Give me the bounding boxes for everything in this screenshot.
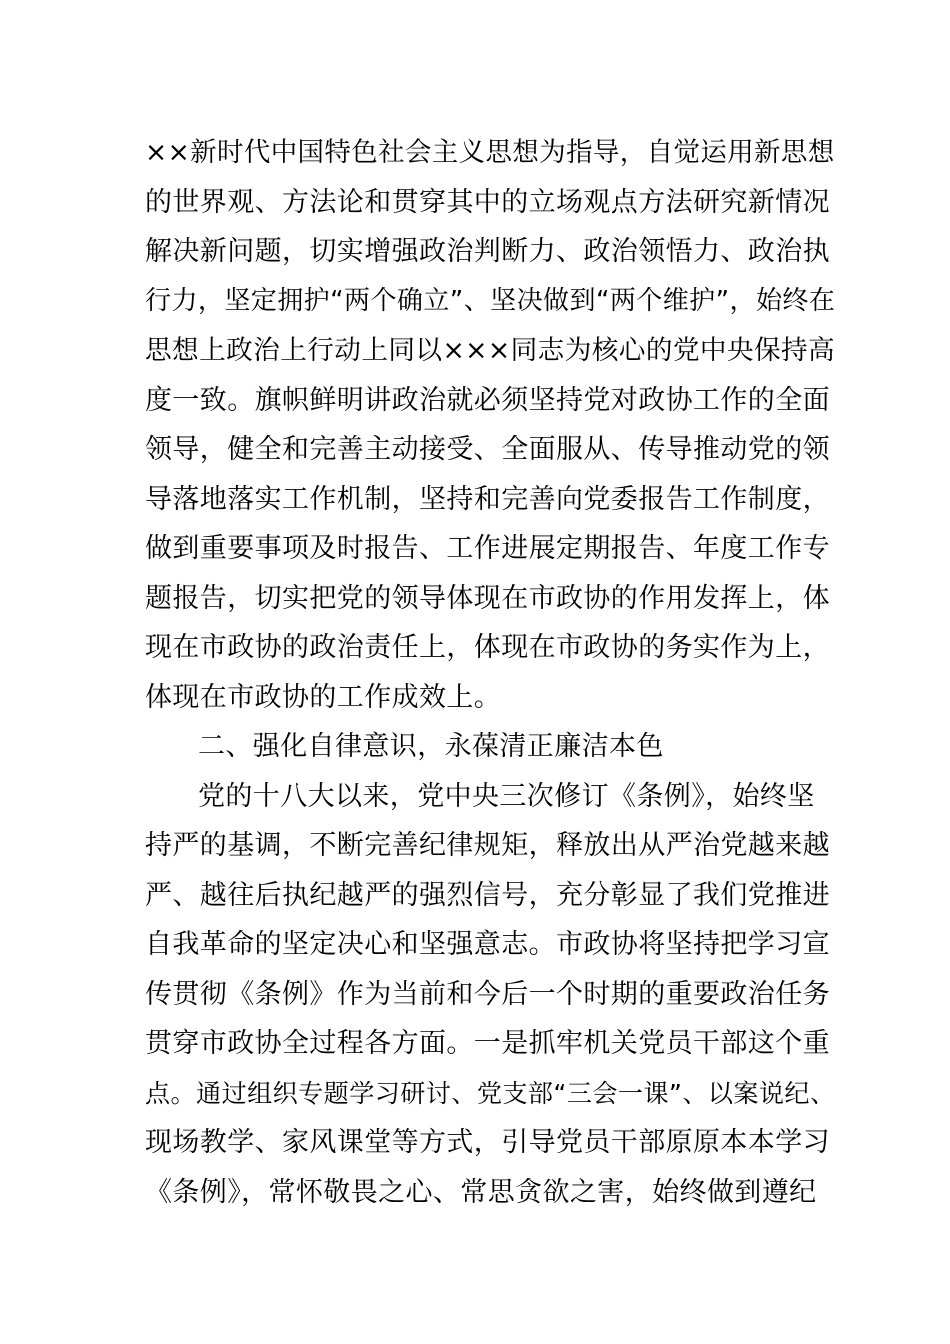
text-line: 严、越往后执纪越严的强烈信号，充分彰显了我们党推进 bbox=[145, 879, 830, 911]
text-line: 度一致。旗帜鲜明讲政治就必须坚持党对政协工作的全面 bbox=[145, 384, 830, 416]
text-line: 题报告，切实把党的领导体现在市政协的作用发挥上，体 bbox=[145, 582, 830, 614]
text-line: 《条例》，常怀敬畏之心、常思贪欲之害，始终做到遵纪 bbox=[145, 1176, 817, 1208]
text-line: 行力，坚定拥护“两个确立”、坚决做到“两个维护”，始终在 bbox=[145, 285, 836, 316]
text-line: 现在市政协的政治责任上，体现在市政协的务实作为上， bbox=[145, 632, 830, 663]
text-line: 解决新问题，切实增强政治判断力、政治领悟力、政治执 bbox=[145, 236, 830, 267]
text-line: 的世界观、方法论和贯穿其中的立场观点方法研究新情况 bbox=[145, 186, 830, 218]
document-body bbox=[145, 128, 836, 1217]
paragraph-first-line: 二、强化自律意识，永葆清正廉洁本色 bbox=[198, 731, 664, 762]
text-line: 持严的基调，不断完善纪律规矩，释放出从严治党越来越 bbox=[145, 830, 830, 861]
text-line: 自我革命的坚定决心和坚强意志。市政协将坚持把学习宣 bbox=[145, 929, 830, 960]
text-line: 传贯彻《条例》作为当前和今后一个时期的重要政治任务 bbox=[145, 978, 830, 1010]
text-line: 导落地落实工作机制，坚持和完善向党委报告工作制度， bbox=[145, 483, 830, 515]
text-line: 贯穿市政协全过程各方面。一是抓牢机关党员干部这个重 bbox=[145, 1028, 830, 1059]
text-line: 思想上政治上行动上同以×××同志为核心的党中央保持高 bbox=[145, 335, 836, 366]
text-line: 领导，健全和完善主动接受、全面服从、传导推动党的领 bbox=[145, 434, 830, 465]
text-line: ××新时代中国特色社会主义思想为指导，自觉运用新思想 bbox=[145, 137, 835, 168]
text-line: 体现在市政协的工作成效上。 bbox=[145, 681, 502, 713]
paragraph-first-line: 党的十八大以来，党中央三次修订《条例》，始终坚 bbox=[198, 780, 815, 812]
text-line: 点。通过组织专题学习研讨、党支部“三会一课”、以案说纪、 bbox=[145, 1078, 836, 1108]
text-line: 做到重要事项及时报告、工作进展定期报告、年度工作专 bbox=[145, 533, 830, 564]
text-line: 现场教学、家风课堂等方式，引导党员干部原原本本学习 bbox=[145, 1127, 830, 1158]
